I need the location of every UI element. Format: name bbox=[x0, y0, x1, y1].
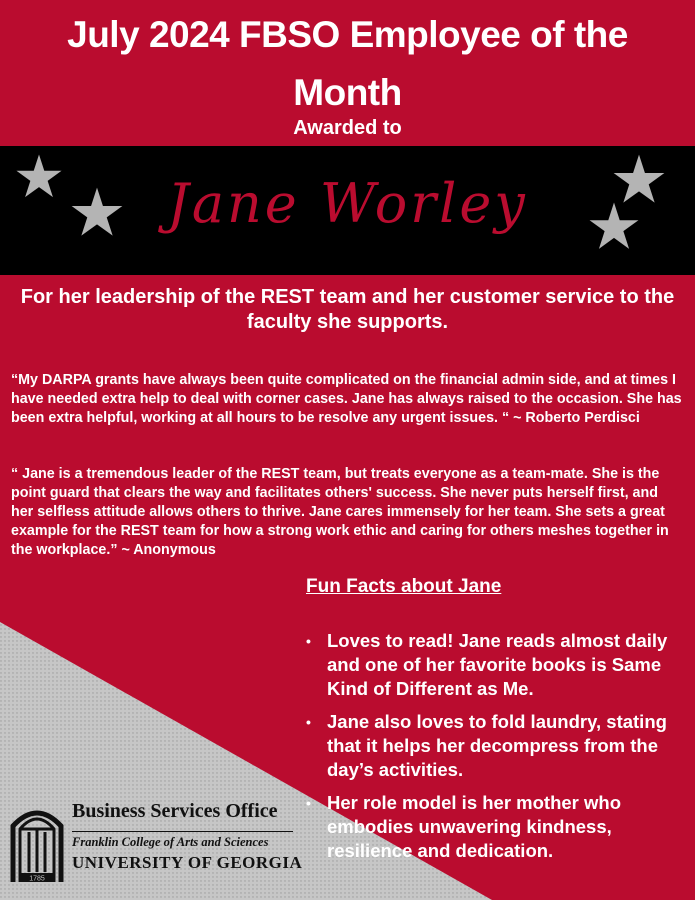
university-name: UNIVERSITY OF GEORGIA bbox=[72, 853, 303, 872]
quote-anonymous: “ Jane is a tremendous leader of the REST team, but treats everyone as a team-mate. She is the point guard that clears the way and facilitates others' success. She never puts herself first, and her selfless attitude allows others to thrive. Jane cares immensely for her team. She sets a great example for the REST team for how a strong work ethic and caring for others meshes together in the workplace.” ~ Anonymous bbox=[11, 466, 669, 558]
list-item: • Her role model is her mother who embodies unwavering kindness, resilience and dedication. bbox=[306, 791, 691, 863]
award-reason: For her leadership of the REST team and her customer service to the faculty she supports. bbox=[20, 286, 675, 333]
list-item: • Loves to read! Jane reads almost daily and one of her favorite books is Same Kind of Different as Me. bbox=[306, 629, 691, 701]
list-item: • Jane also loves to fold laundry, stating that it helps her decompress from the day’s activities. bbox=[306, 710, 691, 782]
college-name: Franklin College of Arts and Sciences bbox=[72, 831, 293, 850]
fun-facts-title: Fun Facts about Jane bbox=[306, 576, 502, 597]
awarded-to-label: Awarded to bbox=[293, 117, 402, 139]
awardee-name: Jane Worley bbox=[167, 172, 528, 235]
fun-facts-list bbox=[306, 629, 691, 872]
quote-perdisci: “My DARPA grants have always been quite complicated on the financial admin side, and at times I have needed extra help to deal with corner cases. Jane has always raised to the occasion. She has been extra helpful, working at all hours to be resolve any urgent issues. “ ~ Roberto Perdisci bbox=[11, 372, 682, 426]
office-logo-text bbox=[72, 800, 302, 873]
page-title: July 2024 FBSO Employee of the Month bbox=[67, 14, 628, 113]
office-name: Business Services Office bbox=[72, 800, 278, 822]
uga-arch-logo-icon bbox=[9, 796, 65, 888]
seal-year: 1785 bbox=[29, 875, 45, 883]
